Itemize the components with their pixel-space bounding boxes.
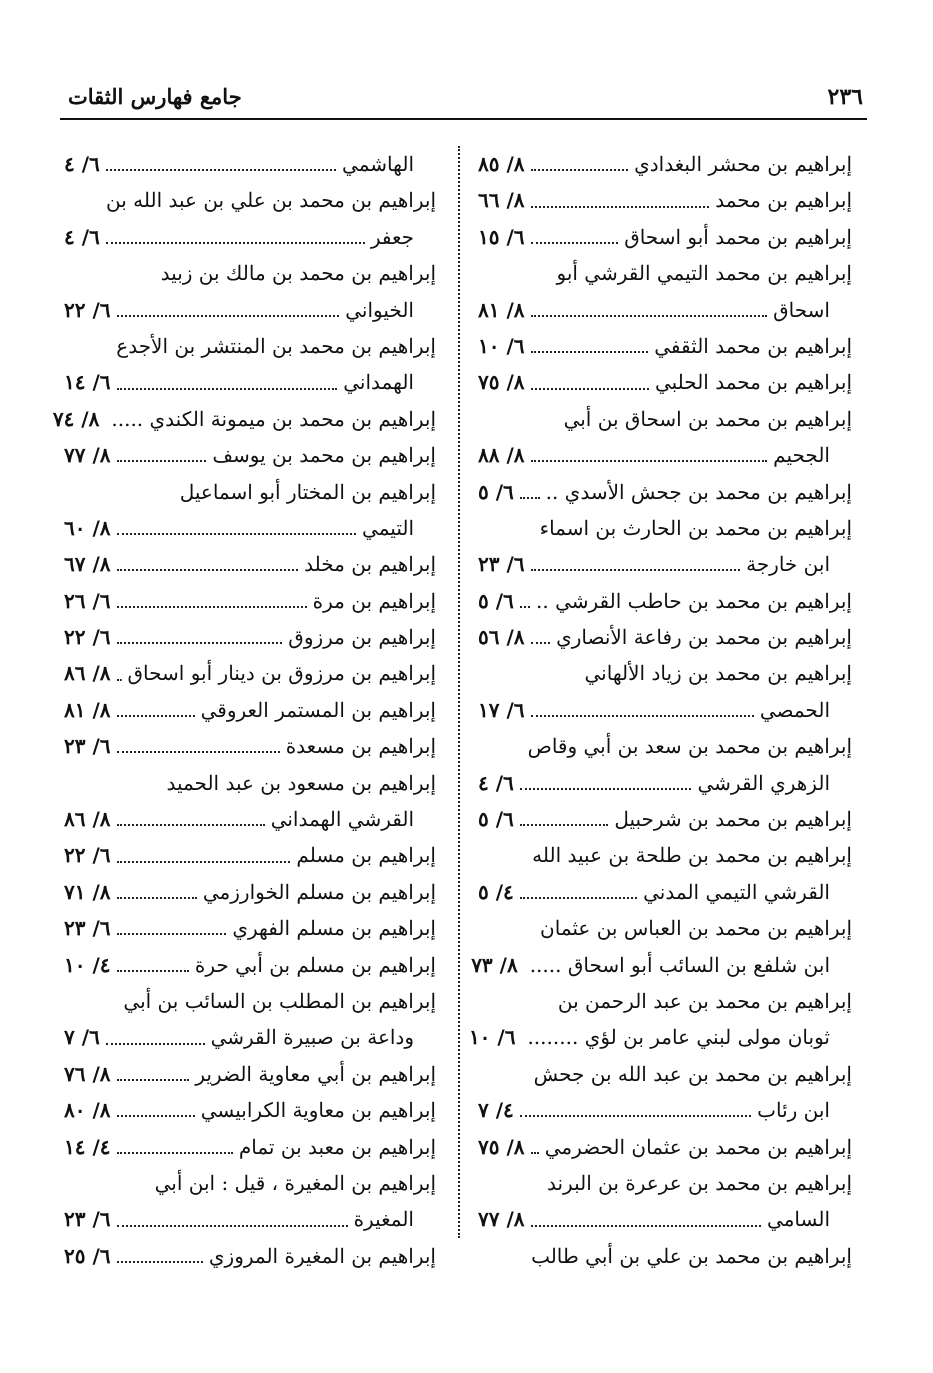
entry-reference: ٨/ ٧١ bbox=[64, 879, 111, 904]
entry-reference: ٦/ ٤ bbox=[64, 152, 100, 176]
dot-leader bbox=[531, 1152, 539, 1154]
entry-reference: ٨/ ٧٦ bbox=[64, 1061, 111, 1086]
index-entry bbox=[64, 983, 436, 1019]
index-entry bbox=[64, 1129, 436, 1165]
index-entry bbox=[478, 583, 852, 619]
entry-name: إبراهيم بن محمد بن علي بن عبد الله بن bbox=[106, 188, 436, 213]
entry-reference: ٦/ ٢٢ bbox=[64, 297, 111, 322]
entry-name: إبراهيم بن مرة bbox=[312, 588, 436, 613]
entry-reference: ٦/ ٧ bbox=[64, 1025, 100, 1050]
entry-name: إبراهيم بن محمد بن مالك بن زبيد bbox=[160, 261, 436, 286]
entry-name: ابن خارجة bbox=[746, 552, 830, 577]
entry-name: السامي bbox=[767, 1207, 830, 1232]
entry-name: إبراهيم بن المغيرة ، قيل : ابن أبي bbox=[154, 1170, 436, 1195]
index-entry bbox=[478, 1129, 852, 1165]
index-entry bbox=[64, 655, 436, 691]
entry-name: الخيواني bbox=[345, 297, 414, 322]
entry-name: التيمي bbox=[362, 515, 414, 540]
entry-reference: ٦/ ٢٣ bbox=[478, 552, 525, 577]
index-entry bbox=[478, 474, 852, 510]
dot-leader bbox=[531, 642, 551, 644]
index-entry bbox=[478, 910, 852, 946]
index-entry bbox=[478, 219, 852, 255]
index-entry bbox=[478, 1092, 852, 1128]
entry-name: إبراهيم بن محمد بن شرحبيل bbox=[614, 807, 852, 832]
dot-leader bbox=[117, 824, 265, 826]
index-entry bbox=[64, 692, 436, 728]
dot-leader bbox=[106, 242, 365, 244]
entry-reference: ٦/ ١٤ bbox=[64, 370, 111, 395]
entry-reference: ٨/ ٧٧ bbox=[64, 443, 111, 468]
dot-leader bbox=[117, 388, 338, 390]
index-entry bbox=[478, 1238, 852, 1274]
header-rule bbox=[60, 118, 867, 120]
entry-name: إبراهيم بن معبد بن تمام bbox=[238, 1134, 436, 1159]
dot-leader bbox=[520, 897, 637, 899]
entry-reference: ٦/ ٢٣ bbox=[64, 916, 111, 941]
dot-leader bbox=[117, 1152, 233, 1154]
entry-reference: ٨/ ٨٨ bbox=[478, 443, 525, 468]
dot-leader bbox=[531, 569, 741, 571]
entry-reference: ٤/ ١٤ bbox=[64, 1134, 111, 1159]
entry-name: إبراهيم بن مرزوق بن دينار أبو اسحاق bbox=[127, 661, 436, 686]
index-entry bbox=[478, 837, 852, 873]
index-entry bbox=[478, 255, 852, 291]
dot-leader bbox=[106, 169, 336, 171]
index-column-left bbox=[52, 146, 436, 1268]
index-entry bbox=[64, 328, 436, 364]
index-entry bbox=[478, 692, 852, 728]
entry-name: المغيرة bbox=[353, 1207, 414, 1232]
index-entry bbox=[64, 1019, 436, 1055]
index-entry bbox=[478, 1201, 852, 1237]
entry-reference: ٤/ ١٠ bbox=[64, 952, 111, 977]
entry-reference: ٨/ ٨٠ bbox=[64, 1098, 111, 1123]
entry-reference: ٦/ ٢٣ bbox=[64, 734, 111, 759]
dot-leader bbox=[117, 642, 283, 644]
index-entry bbox=[52, 401, 436, 437]
entry-name: إبراهيم بن محمد بن عبد الله بن جحش bbox=[533, 1061, 852, 1086]
running-title: جامع فهارس الثقات bbox=[68, 84, 242, 109]
index-entry bbox=[64, 219, 436, 255]
dot-leader bbox=[531, 315, 768, 317]
entry-reference: ٦/ ٢٢ bbox=[64, 625, 111, 650]
dot-leader bbox=[531, 460, 768, 462]
index-entry bbox=[468, 1019, 852, 1055]
entry-name: إبراهيم بن محمد بن العباس بن عثمان bbox=[540, 916, 852, 941]
entry-name: إبراهيم بن مسلم بن أبي حرة bbox=[194, 952, 436, 977]
entry-reference: ٦/ ١٥ bbox=[478, 224, 525, 249]
dot-leader bbox=[531, 1225, 762, 1227]
entry-name: إبراهيم بن مرزوق bbox=[288, 625, 436, 650]
index-entry bbox=[478, 728, 852, 764]
entry-name: إبراهيم بن المطلب بن السائب بن أبي bbox=[123, 988, 436, 1013]
index-entry bbox=[64, 1165, 436, 1201]
dot-leader bbox=[531, 242, 619, 244]
entry-name: إبراهيم بن محمد بن سعد بن أبي وقاص bbox=[527, 734, 852, 759]
entry-reference: ٨/ ٦٧ bbox=[64, 552, 111, 577]
dot-leader bbox=[531, 169, 629, 171]
entry-reference: ٨/ ٥٦ bbox=[478, 625, 525, 650]
index-entry bbox=[64, 583, 436, 619]
entry-reference: ٤/ ٥ bbox=[478, 879, 514, 904]
entry-name: إبراهيم بن محمد bbox=[715, 188, 852, 213]
dot-leader bbox=[531, 206, 710, 208]
index-entry bbox=[64, 546, 436, 582]
entry-name: الهاشمي bbox=[342, 152, 414, 176]
dot-leader bbox=[117, 533, 357, 535]
index-entry bbox=[64, 910, 436, 946]
entry-name: إبراهيم بن المستمر العروقي bbox=[200, 697, 436, 722]
entry-reference: ٨/ ٨٦ bbox=[64, 807, 111, 832]
index-entry bbox=[64, 837, 436, 873]
index-entry bbox=[471, 947, 852, 983]
entry-name: إبراهيم بن محمد بن عبد الرحمن بن bbox=[557, 988, 852, 1013]
index-entry bbox=[478, 401, 852, 437]
entry-name: إبراهيم بن محمد الثقفي bbox=[654, 333, 852, 358]
entry-reference: ٦/ ٥ bbox=[478, 588, 514, 613]
entry-name: إبراهيم بن محمد بن ميمونة الكندي ..... bbox=[111, 406, 436, 431]
index-entry bbox=[478, 983, 852, 1019]
index-entry bbox=[64, 364, 436, 400]
index-entry bbox=[64, 146, 436, 182]
entry-reference: ٨/ ٧٧ bbox=[478, 1207, 525, 1232]
dot-leader bbox=[117, 606, 307, 608]
entry-name: إبراهيم بن محمد بن طلحة بن عبيد الله bbox=[532, 843, 852, 868]
dot-leader bbox=[520, 1115, 751, 1117]
index-entry bbox=[478, 655, 852, 691]
entry-name: إبراهيم بن محمد بن رفاعة الأنصاري bbox=[556, 625, 852, 650]
index-entry bbox=[64, 510, 436, 546]
entry-reference: ٨/ ٨١ bbox=[64, 697, 111, 722]
dot-leader bbox=[117, 970, 189, 972]
entry-reference: ٦/ ١٠ bbox=[468, 1025, 516, 1050]
index-entry bbox=[478, 364, 852, 400]
entry-name: إبراهيم بن محمد التيمي القرشي أبو bbox=[556, 261, 852, 286]
index-entry bbox=[478, 1056, 852, 1092]
entry-name: إبراهيم بن أبي معاوية الضرير bbox=[195, 1061, 436, 1086]
entry-name: إبراهيم بن معاوية الكرابيسي bbox=[200, 1098, 436, 1123]
index-entry bbox=[64, 801, 436, 837]
entry-reference: ٨/ ٧٤ bbox=[52, 406, 100, 431]
dot-leader bbox=[520, 606, 530, 608]
index-column-right bbox=[468, 146, 852, 1268]
entry-name: إبراهيم بن محمد أبو اسحاق bbox=[624, 224, 852, 249]
entry-name: إبراهيم بن محمد بن عرعرة بن البرند bbox=[546, 1170, 852, 1195]
index-entry bbox=[64, 728, 436, 764]
index-entry bbox=[64, 1201, 436, 1237]
dot-leader bbox=[520, 497, 540, 499]
dot-leader bbox=[520, 824, 609, 826]
index-entry bbox=[64, 474, 436, 510]
entry-name: ثوبان مولى لبني عامر بن لؤي ........ bbox=[527, 1025, 830, 1050]
index-entry bbox=[478, 874, 852, 910]
entry-name: إبراهيم بن محمد بن حاطب القرشي .. bbox=[536, 588, 852, 613]
dot-leader bbox=[117, 1079, 190, 1081]
entry-name: إبراهيم بن محمد بن اسحاق بن أبي bbox=[563, 406, 852, 431]
index-entry bbox=[478, 328, 852, 364]
entry-name: إبراهيم بن محمد بن الحارث بن اسماء bbox=[539, 515, 852, 540]
index-entry bbox=[478, 619, 852, 655]
dot-leader bbox=[117, 315, 340, 317]
entry-name: إبراهيم بن محمد بن علي بن أبي طالب bbox=[531, 1243, 852, 1268]
index-entry bbox=[478, 292, 852, 328]
entry-reference: ٨/ ٨٦ bbox=[64, 661, 111, 686]
entry-name: إبراهيم بن محمد بن يوسف bbox=[212, 443, 436, 468]
entry-name: الجحيم bbox=[773, 443, 830, 468]
dot-leader bbox=[117, 460, 207, 462]
dot-leader bbox=[117, 1261, 203, 1263]
index-entry bbox=[64, 765, 436, 801]
dot-leader bbox=[117, 897, 197, 899]
entry-name: وداعة بن صبيرة القرشي bbox=[210, 1025, 414, 1050]
index-entry bbox=[64, 1056, 436, 1092]
dot-leader bbox=[520, 788, 692, 790]
dot-leader bbox=[117, 751, 280, 753]
index-entry bbox=[478, 765, 852, 801]
entry-reference: ٦/ ٥ bbox=[478, 479, 514, 504]
entry-name: إبراهيم بن مسلم bbox=[296, 843, 436, 868]
entry-name: إبراهيم بن مسلم الفهري bbox=[232, 916, 436, 941]
entry-reference: ٤/ ٧ bbox=[478, 1098, 514, 1123]
index-entry bbox=[64, 947, 436, 983]
entry-name: إبراهيم بن المغيرة المروزي bbox=[208, 1243, 436, 1268]
entry-name: إبراهيم بن مسلم الخوارزمي bbox=[202, 879, 436, 904]
dot-leader bbox=[117, 569, 299, 571]
entry-reference: ٨/ ٦٠ bbox=[64, 515, 111, 540]
dot-leader bbox=[117, 1115, 195, 1117]
entry-reference: ٨/ ٧٥ bbox=[478, 1134, 525, 1159]
dot-leader bbox=[117, 861, 291, 863]
index-entry bbox=[64, 182, 436, 218]
entry-reference: ٦/ ٤ bbox=[64, 224, 100, 249]
dot-leader bbox=[531, 351, 649, 353]
entry-name: الزهري القرشي bbox=[697, 770, 830, 795]
index-entry bbox=[64, 1238, 436, 1274]
entry-name: إبراهيم بن محمد بن جحش الأسدي .. bbox=[545, 479, 852, 504]
index-entry bbox=[64, 255, 436, 291]
entry-reference: ٦/ ٢٣ bbox=[64, 1207, 111, 1232]
dot-leader bbox=[106, 1043, 205, 1045]
index-entry bbox=[478, 510, 852, 546]
index-entry bbox=[478, 1165, 852, 1201]
dot-leader bbox=[531, 388, 649, 390]
index-entry bbox=[64, 874, 436, 910]
dot-leader bbox=[117, 715, 195, 717]
index-entry bbox=[64, 292, 436, 328]
page-number: ٢٣٦ bbox=[827, 84, 863, 110]
entry-name: القرشي التيمي المدني bbox=[643, 879, 830, 904]
dot-leader bbox=[117, 679, 122, 681]
entry-reference: ٨/ ٧٣ bbox=[471, 952, 518, 977]
entry-reference: ٦/ ١٠ bbox=[478, 333, 525, 358]
entry-reference: ٨/ ٨٥ bbox=[478, 152, 525, 176]
entry-name: الهمداني bbox=[343, 370, 414, 395]
entry-name: جعفر bbox=[370, 224, 414, 249]
entry-name: ابن شلفع بن السائب أبو اسحاق ..... bbox=[529, 952, 830, 977]
index-entry bbox=[64, 437, 436, 473]
index-entry bbox=[478, 146, 852, 182]
dot-leader bbox=[117, 933, 227, 935]
entry-name: إبراهيم بن محمد بن عثمان الحضرمي bbox=[544, 1134, 852, 1159]
entry-reference: ٦/ ١٧ bbox=[478, 697, 525, 722]
entry-reference: ٨/ ٨١ bbox=[478, 297, 525, 322]
dot-leader bbox=[117, 1225, 348, 1227]
entry-name: إبراهيم بن مسعدة bbox=[285, 734, 436, 759]
dot-leader bbox=[531, 715, 754, 717]
entry-name: إبراهيم بن محمد بن المنتشر بن الأجدع bbox=[116, 333, 436, 358]
entry-name: القرشي الهمداني bbox=[270, 807, 414, 832]
index-entry bbox=[478, 182, 852, 218]
index-entry bbox=[478, 546, 852, 582]
entry-name: إبراهيم بن محشر البغدادي bbox=[634, 152, 852, 176]
entry-name: إبراهيم بن المختار أبو اسماعيل bbox=[179, 479, 436, 504]
index-entry bbox=[64, 1092, 436, 1128]
entry-name: إبراهيم بن محمد بن زياد الألهاني bbox=[584, 661, 852, 686]
index-entry bbox=[478, 437, 852, 473]
entry-name: الحمصي bbox=[759, 697, 830, 722]
entry-reference: ٦/ ٢٦ bbox=[64, 588, 111, 613]
index-entry bbox=[478, 801, 852, 837]
index-entry bbox=[64, 619, 436, 655]
entry-reference: ٦/ ٢٢ bbox=[64, 843, 111, 868]
entry-reference: ٦/ ٢٥ bbox=[64, 1243, 111, 1268]
entry-name: إبراهيم بن مخلد bbox=[304, 552, 436, 577]
entry-name: إبراهيم بن محمد الحلبي bbox=[654, 370, 852, 395]
entry-reference: ٨/ ٧٥ bbox=[478, 370, 525, 395]
column-divider bbox=[458, 146, 460, 1238]
entry-name: إبراهيم بن مسعود بن عبد الحميد bbox=[166, 770, 436, 795]
entry-reference: ٨/ ٦٦ bbox=[478, 188, 525, 213]
entry-name: ابن رئاب bbox=[757, 1098, 830, 1123]
entry-reference: ٦/ ٤ bbox=[478, 770, 514, 795]
entry-reference: ٦/ ٥ bbox=[478, 807, 514, 832]
entry-name: اسحاق bbox=[773, 297, 830, 322]
